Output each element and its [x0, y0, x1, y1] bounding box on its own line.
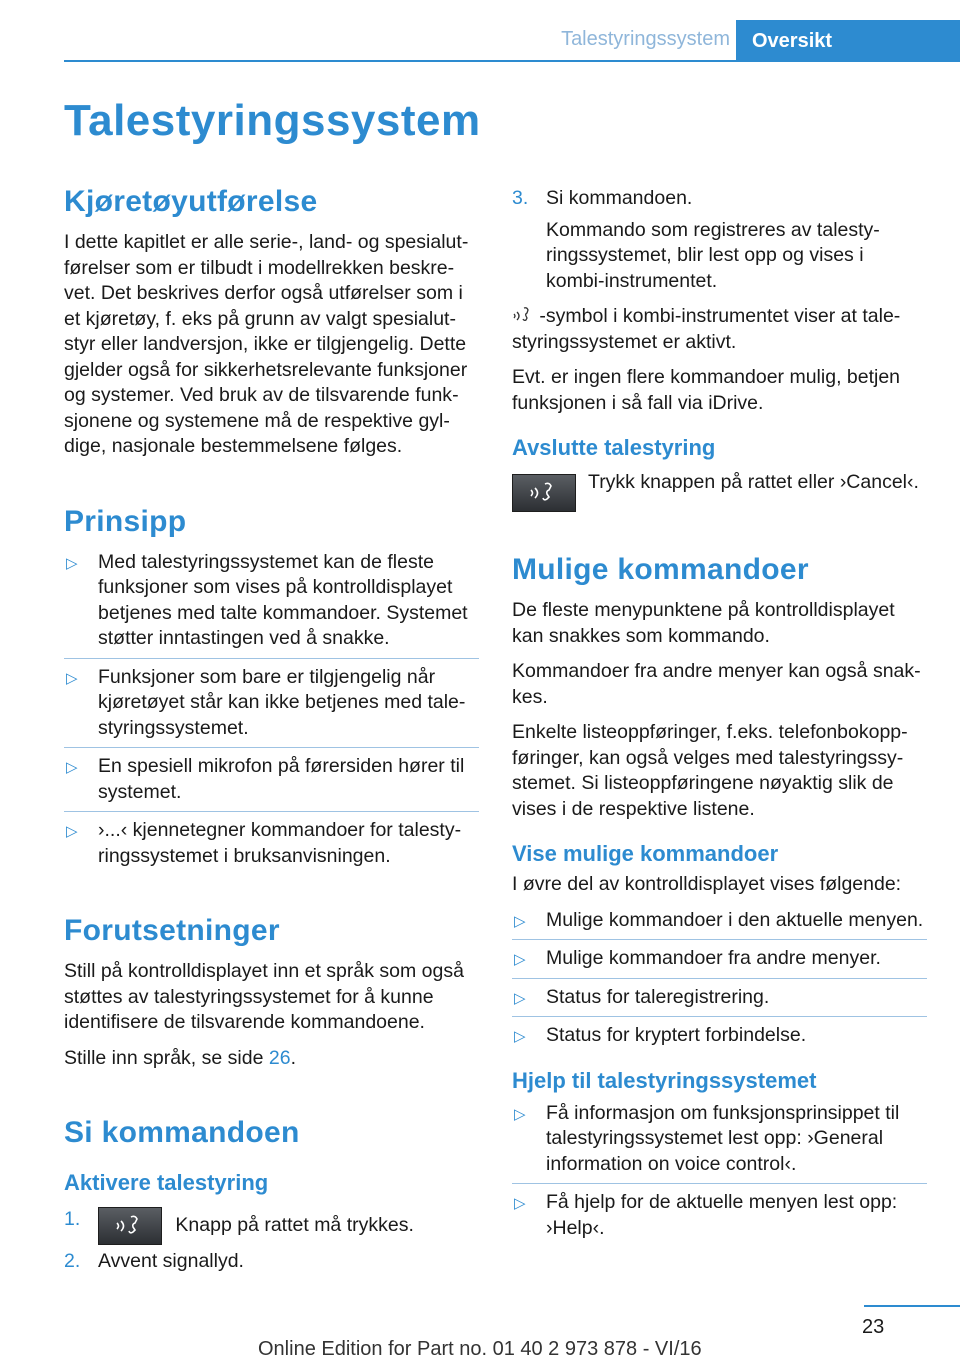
triangle-bullet-icon: ▷: [514, 1195, 526, 1212]
heading-show: Vise mulige kommandoer: [512, 841, 779, 866]
page-link[interactable]: 26: [268, 1046, 291, 1069]
no-commands-text: Evt. er ingen flere kommandoer mulig, betjen funksjonen i så fall via iDrive.: [512, 366, 901, 414]
list-item: ▷ Få informasjon om funksjonsprinsippet til talestyringssystemet lest opp: ›General information on voice control‹.: [512, 1101, 927, 1185]
possible-p2: Kommandoer fra andre menyer kan også snakkes.: [512, 660, 921, 708]
list-item: 1. Knapp på rattet må trykkes.: [64, 1207, 479, 1245]
possible-p3: Enkelte listeoppføringer, f.eks. telefonbokoppføringer, kan også velges med talestyringssystemet. Si listeoppføringene nøyaktig slik de vises i de respektive listene.: [512, 721, 908, 820]
list-item: ▷ En spesiell mikrofon på førersiden hører til systemet.: [64, 754, 479, 812]
triangle-bullet-icon: ▷: [66, 554, 78, 572]
triangle-bullet-icon: ▷: [66, 759, 78, 776]
heading-principle: Prinsipp: [64, 504, 187, 538]
step-number: 3.: [512, 187, 529, 209]
show-list: [512, 908, 927, 1049]
list-item: ▷ Med talestyringssystemet kan de fleste funksjoner som vises på kontrolldisplayet betjenes med talte kommandoer. Systemet støtter inntastingen ved å snakke.: [64, 550, 479, 659]
list-item: ▷ Få hjelp for de aktuelle menyen lest opp: ›Help‹.: [514, 1191, 898, 1239]
triangle-bullet-icon: ▷: [514, 912, 526, 930]
triangle-bullet-icon: ▷: [66, 669, 78, 687]
help-list: [512, 1101, 927, 1242]
heading-say-command: Si kommandoen: [64, 1116, 300, 1149]
language-text: Stille inn språk, se side 26.: [64, 1046, 296, 1069]
triangle-bullet-icon: ▷: [66, 823, 78, 840]
show-text: I øvre del av kontrolldisplayet vises følgende:: [512, 873, 902, 895]
footer-rule: [864, 1305, 960, 1307]
footer-edition: Online Edition for Part no. 01 40 2 973 878 - VI/16: [258, 1338, 702, 1360]
header-section-title: Talestyringssystem: [561, 28, 730, 50]
heading-possible: Mulige kommandoer: [512, 553, 809, 586]
list-item: ▷ Status for kryptert forbindelse.: [512, 1023, 927, 1049]
step-number: 1.: [64, 1208, 81, 1230]
list-item: ▷ Mulige kommandoer fra andre menyer.: [512, 946, 927, 979]
heading-end: Avslutte talestyring: [512, 435, 716, 460]
page-number: 23: [862, 1316, 885, 1338]
voice-symbol-icon: [512, 306, 534, 324]
list-item: ▷ ›...‹ kjennetegner kommandoer for talestyringssystemet i bruksanvisningen.: [66, 819, 462, 867]
list-item: 3. Si kommandoen. Kommando som registreres av talestyringssystemet, blir lest opp og vises i kombi-instrumentet.: [512, 186, 927, 294]
heading-vehicle: Kjøretøyutførelse: [64, 185, 318, 218]
heading-activate: Aktivere talestyring: [64, 1170, 269, 1195]
vehicle-text: I dette kapitlet er alle serie-, land- og spesialutførelser som er tilbudt i modellrekken beskrevet. Det beskrives derfor også utførelser som i et kjøretøy, f. eks på grunn av valgt spesialutstyr eller landversjon, ikke er tilgjengelig. Dette gjelder også for sikkerhetsrelevante funksjoner og systemer. Ved bruk av de tilsvarende funksjonene og systemene må de respektive gyldige, nasjonale bestemmelsene følges.: [64, 231, 469, 457]
heading-prerequisites: Forutsetninger: [64, 914, 280, 947]
list-item: ▷ Funksjoner som bare er tilgjengelig når kjøretøyet står kan ikke betjenes med talestyringssystemet.: [64, 665, 479, 749]
symbol-text: -symbol i kombi-instrumentet viser at talestyringssystemet er aktivt.: [512, 305, 901, 353]
triangle-bullet-icon: ▷: [514, 1105, 526, 1123]
prereq-text: Still på kontrolldisplayet inn et språk som også støttes av talestyringssystemet for å kunne identifisere de tilsvarende kommandoene.: [64, 960, 464, 1033]
steps-list: [64, 1207, 479, 1275]
header-rule: [64, 60, 960, 62]
end-text: Trykk knappen på rattet eller ›Cancel‹.: [588, 471, 919, 493]
triangle-bullet-icon: ▷: [514, 951, 526, 968]
step-detail: Kommando som registreres av talestyringssystemet, blir lest opp og vises i kombi-instrumentet.: [546, 218, 880, 292]
triangle-bullet-icon: ▷: [514, 1028, 526, 1045]
heading-help: Hjelp til talestyringssystemet: [512, 1067, 817, 1093]
step-number: 2.: [64, 1250, 81, 1272]
page-title: Talestyringssystem: [64, 96, 481, 145]
end-row: [512, 472, 927, 516]
possible-p1: De fleste menypunktene på kontrolldisplayet kan snakkes som kommando.: [512, 599, 895, 647]
right-column: [512, 186, 927, 1251]
list-item: 2. Avvent signallyd.: [64, 1249, 479, 1275]
list-item: ▷ Mulige kommandoer i den aktuelle menyen.: [512, 908, 927, 941]
principle-list: [64, 550, 479, 870]
header-tab-label: Oversikt: [752, 30, 833, 52]
left-column: [64, 180, 479, 1285]
voice-button-icon: [512, 474, 576, 512]
triangle-bullet-icon: ▷: [514, 989, 526, 1007]
steps-list-continued: [512, 186, 927, 294]
list-item: ▷ Status for taleregistrering.: [512, 985, 927, 1018]
voice-button-icon: [98, 1207, 162, 1245]
